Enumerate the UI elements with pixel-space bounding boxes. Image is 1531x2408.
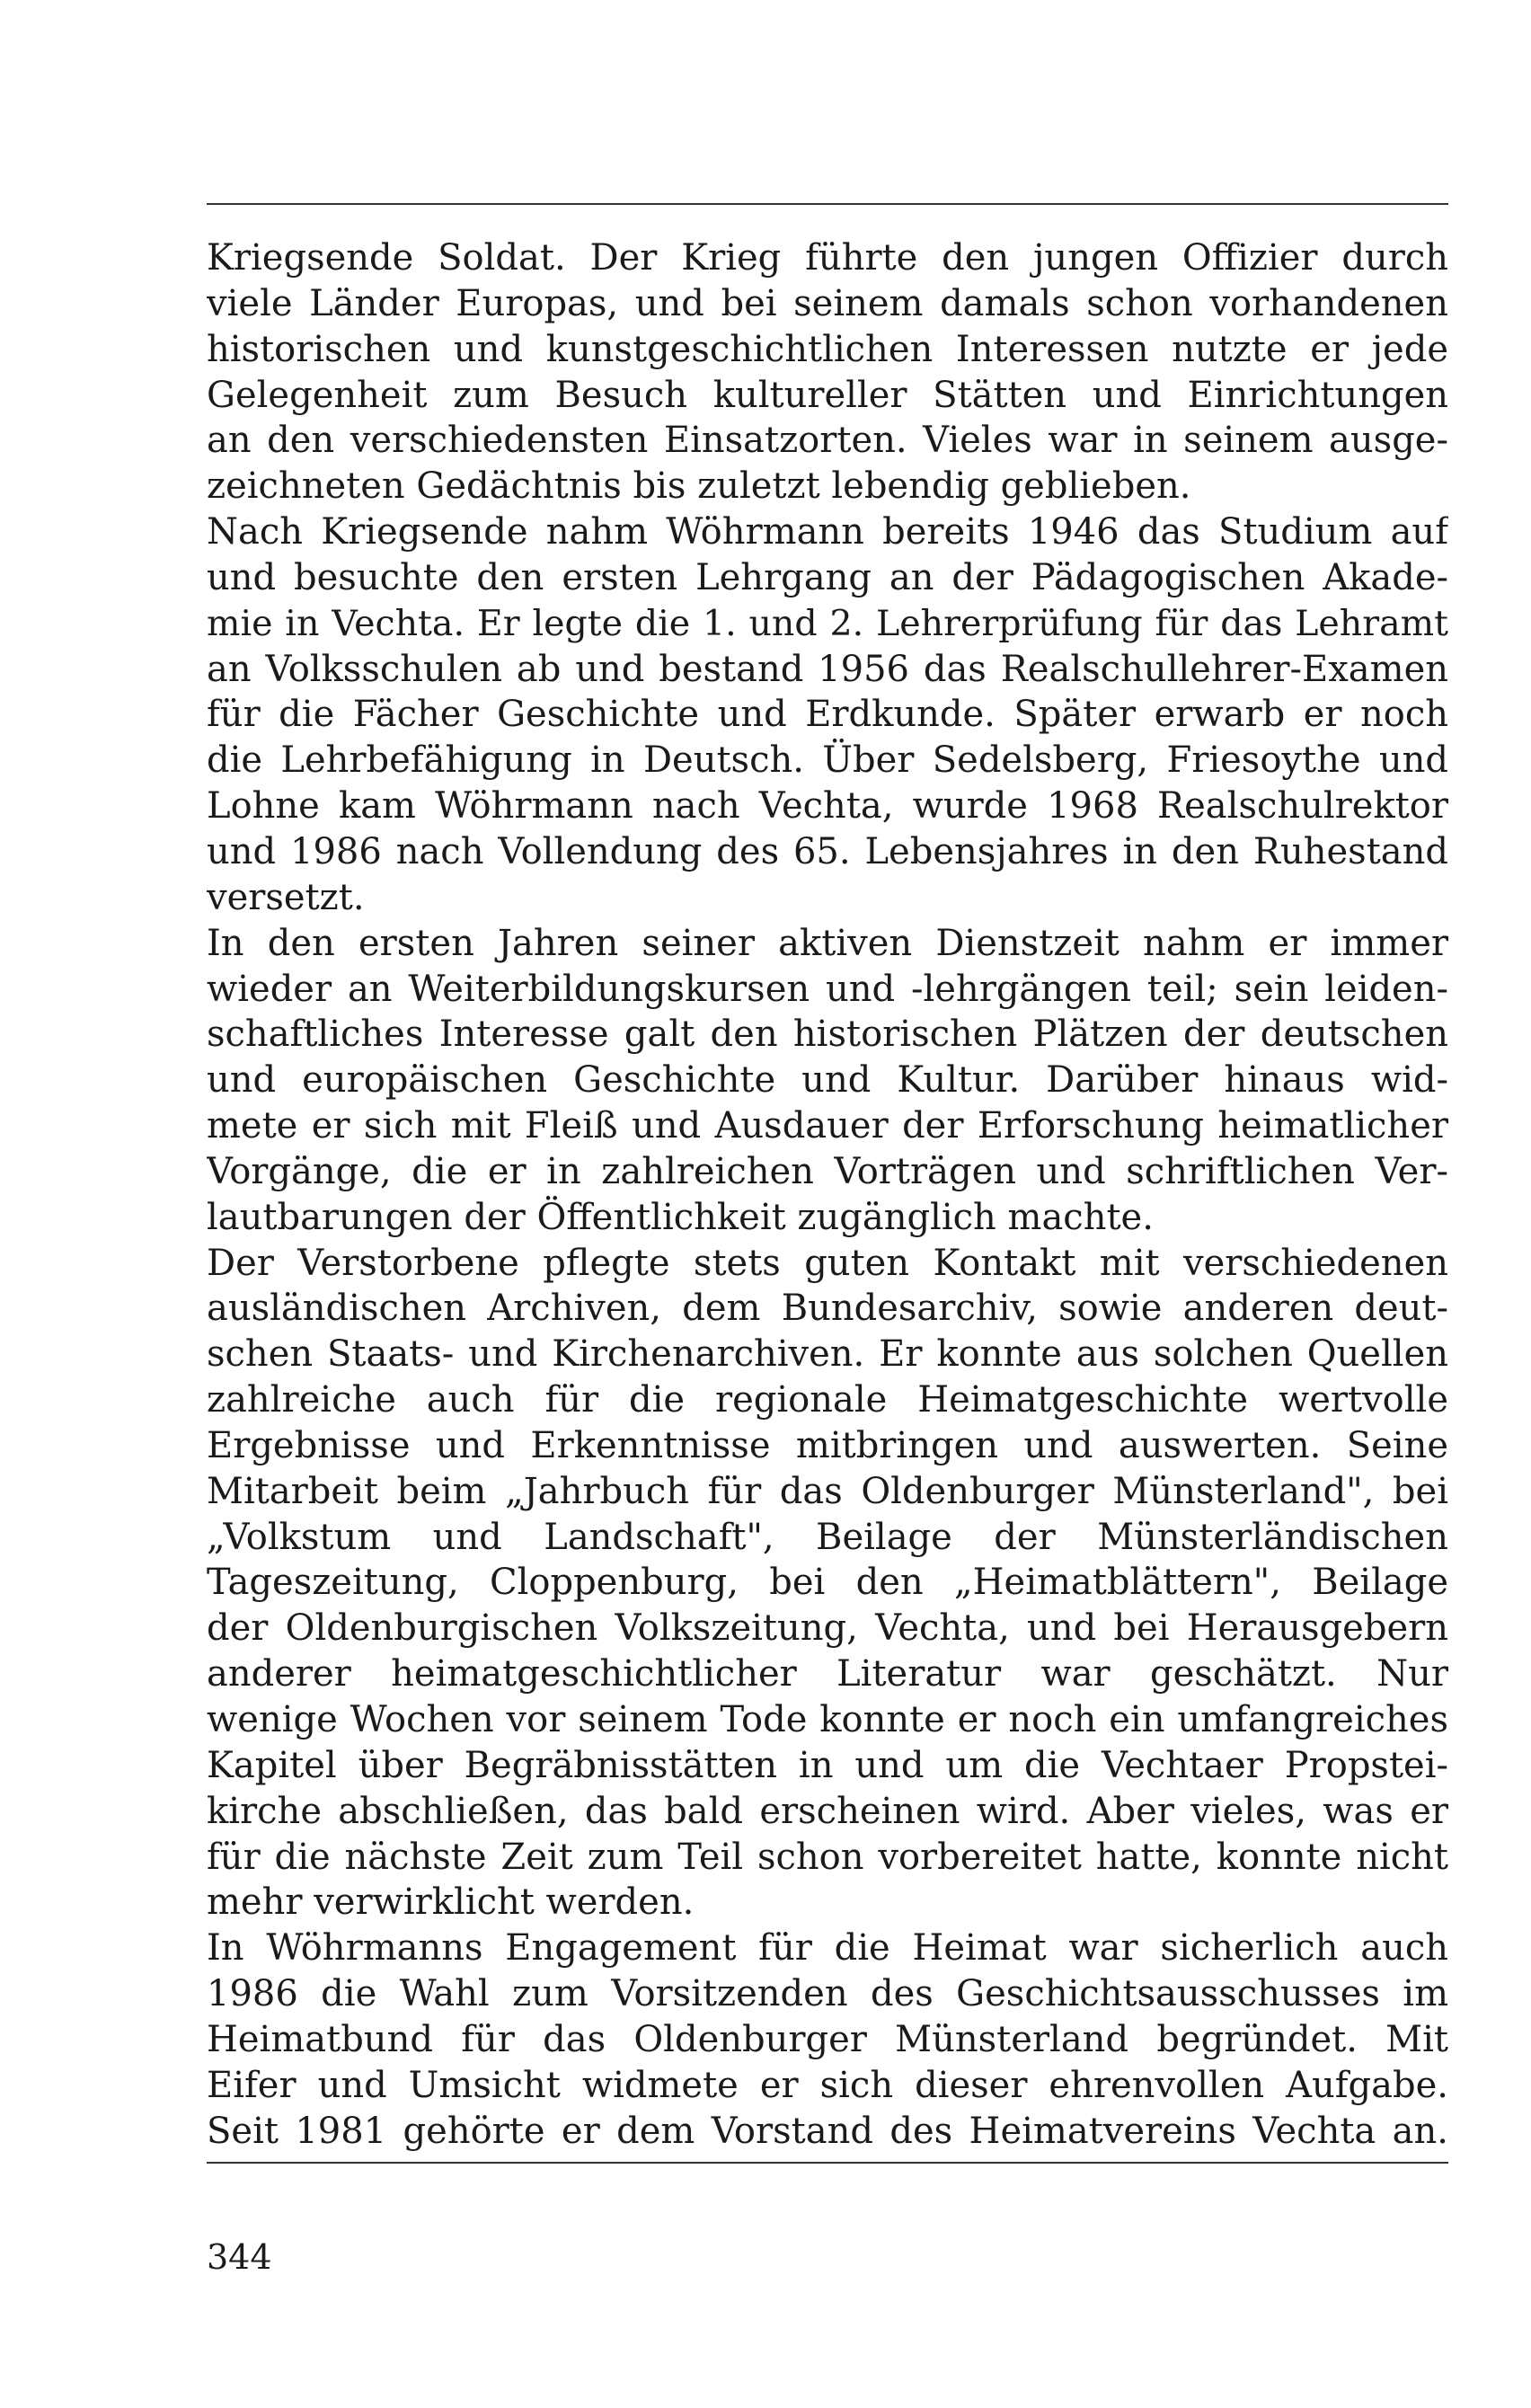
text-line: „Volkstum und Landschaft", Beilage der Münsterländischen xyxy=(207,1516,1448,1558)
text-line: versetzt. xyxy=(207,876,365,918)
body-text xyxy=(207,235,1448,2154)
text-line: mie in Vechta. Er legte die 1. und 2. Lehrerprüfung für das Lehramt xyxy=(207,602,1448,644)
text-line: Kapitel über Begräbnisstätten in und um die Vechtaer Propstei- xyxy=(207,1744,1448,1786)
text-line: die Lehrbefähigung in Deutsch. Über Sedelsberg, Friesoythe und xyxy=(207,739,1448,782)
text-line: zahlreiche auch für die regionale Heimatgeschichte wertvolle xyxy=(207,1379,1448,1421)
page-number: 344 xyxy=(207,2237,272,2277)
text-line: 1986 die Wahl zum Vorsitzenden des Geschichtsausschusses im xyxy=(207,1973,1448,2015)
text-line: und besuchte den ersten Lehrgang an der Pädagogischen Akade- xyxy=(207,556,1448,598)
text-line: Gelegenheit zum Besuch kultureller Stätten und Einrichtungen xyxy=(207,374,1448,416)
text-line: anderer heimatgeschichtlicher Literatur war geschätzt. Nur xyxy=(207,1653,1448,1695)
text-line: In den ersten Jahren seiner aktiven Dienstzeit nahm er immer xyxy=(207,922,1448,964)
text-line: schaftliches Interesse galt den historischen Plätzen der deutschen xyxy=(207,1014,1448,1056)
text-line: Kriegsende Soldat. Der Krieg führte den jungen Offizier durch xyxy=(207,237,1448,279)
text-line: ausländischen Archiven, dem Bundesarchiv, sowie anderen deut- xyxy=(207,1288,1448,1330)
text-line: Nach Kriegsende nahm Wöhrmann bereits 1946 das Studium auf xyxy=(207,511,1448,553)
text-line: für die Fächer Geschichte und Erdkunde. Später erwarb er noch xyxy=(207,694,1448,736)
text-line: Vorgänge, die er in zahlreichen Vorträgen und schriftlichen Ver- xyxy=(207,1150,1448,1192)
text-line: Eifer und Umsicht widmete er sich dieser ehrenvollen Aufgabe. xyxy=(207,2064,1448,2106)
text-line: Seit 1981 gehörte er dem Vorstand des Heimatvereins Vechta an. xyxy=(207,2110,1448,2152)
text-line: und 1986 nach Vollendung des 65. Lebensjahres in den Ruhestand xyxy=(207,830,1448,872)
text-line: mete er sich mit Fleiß und Ausdauer der Erforschung heimatlicher xyxy=(207,1105,1448,1147)
text-line: historischen und kunstgeschichtlichen Interessen nutzte er jede xyxy=(207,328,1448,370)
text-line: Lohne kam Wöhrmann nach Vechta, wurde 1968 Realschulrektor xyxy=(207,785,1448,828)
text-line: viele Länder Europas, und bei seinem damals schon vorhandenen xyxy=(207,282,1448,324)
text-line: an den verschiedensten Einsatzorten. Vieles war in seinem ausge- xyxy=(207,420,1448,462)
text-line: mehr verwirklicht werden. xyxy=(207,1881,695,1924)
text-line: Mitarbeit beim „Jahrbuch für das Oldenburger Münsterland", bei xyxy=(207,1470,1448,1512)
text-line: für die nächste Zeit zum Teil schon vorbereitet hatte, konnte nicht xyxy=(207,1836,1448,1878)
text-line: wieder an Weiterbildungskursen und -lehrgängen teil; sein leiden- xyxy=(207,968,1448,1010)
text-line: In Wöhrmanns Engagement für die Heimat war sicherlich auch xyxy=(207,1927,1448,1970)
text-line: lautbarungen der Öffentlichkeit zugänglich machte. xyxy=(207,1196,1154,1238)
text-line: kirche abschließen, das bald erscheinen wird. Aber vieles, was er xyxy=(207,1790,1448,1832)
bottom-rule xyxy=(207,2162,1448,2164)
text-line: Der Verstorbene pflegte stets guten Kontakt mit verschiedenen xyxy=(207,1242,1448,1284)
text-line: Heimatbund für das Oldenburger Münsterland begründet. Mit xyxy=(207,2018,1448,2060)
text-line: Ergebnisse und Erkenntnisse mitbringen und auswerten. Seine xyxy=(207,1424,1448,1466)
text-line: Tageszeitung, Cloppenburg, bei den „Heimatblättern", Beilage xyxy=(207,1562,1448,1604)
text-line: der Oldenburgischen Volkszeitung, Vechta, und bei Herausgebern xyxy=(207,1607,1448,1650)
text-line: schen Staats- und Kirchenarchiven. Er konnte aus solchen Quellen xyxy=(207,1333,1448,1376)
text-line: an Volksschulen ab und bestand 1956 das Realschullehrer-Examen xyxy=(207,648,1448,690)
text-line: zeichneten Gedächtnis bis zuletzt lebendig geblieben. xyxy=(207,465,1191,508)
text-line: wenige Wochen vor seinem Tode konnte er noch ein umfangreiches xyxy=(207,1699,1448,1740)
text-line: und europäischen Geschichte und Kultur. Darüber hinaus wid- xyxy=(207,1059,1448,1102)
top-rule xyxy=(207,203,1448,205)
